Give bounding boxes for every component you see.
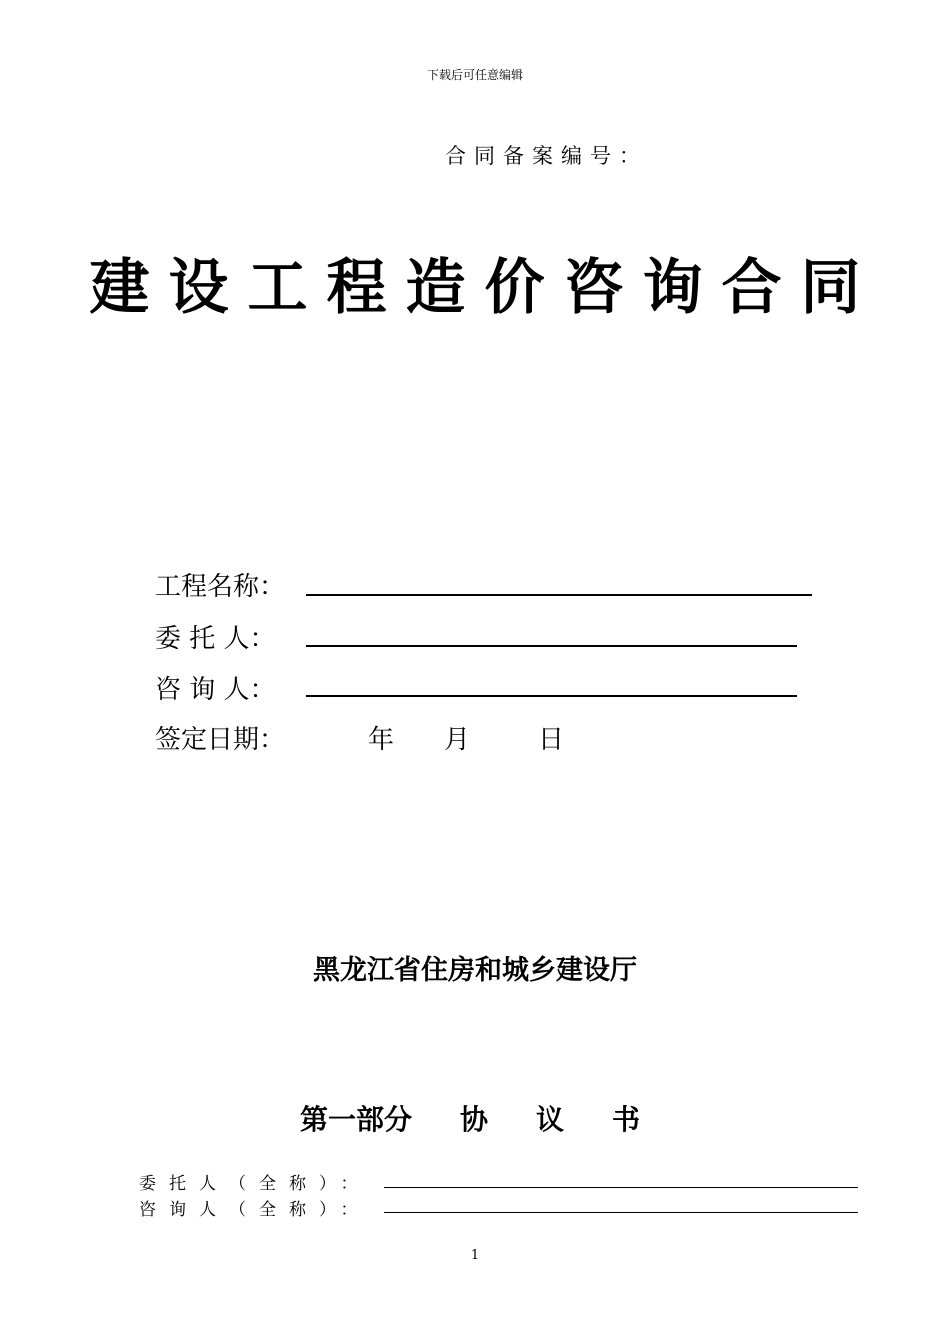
header-note: 下载后可任意编辑 xyxy=(426,68,523,82)
client-line[interactable] xyxy=(306,645,797,647)
client-full-name-line[interactable] xyxy=(384,1187,858,1188)
month-label: 月 xyxy=(444,725,471,755)
page-number: 1 xyxy=(470,1248,480,1263)
record-number-label: 合同备案编号： xyxy=(445,144,648,168)
consultant-label: 咨 询 人： xyxy=(155,675,276,705)
client-full-name-label: 委托人（全称）： xyxy=(139,1174,371,1194)
part-title-part: 第一部分 xyxy=(300,1103,413,1136)
sign-date-label: 签定日期： xyxy=(155,725,286,755)
client-label: 委 托 人： xyxy=(155,624,276,654)
project-name-label: 工程名称： xyxy=(155,572,286,602)
main-title: 建设工程造价咨询合同 xyxy=(89,253,880,323)
consultant-line[interactable] xyxy=(306,695,797,697)
organization-name: 黑龙江省住房和城乡建设厅 xyxy=(313,955,637,986)
part-title-char-1: 协 xyxy=(460,1103,489,1136)
project-name-line[interactable] xyxy=(306,594,812,596)
day-label: 日 xyxy=(538,725,565,755)
part-title xyxy=(300,1098,640,1138)
part-title-char-2: 议 xyxy=(536,1103,565,1136)
part-title-char-3: 书 xyxy=(612,1103,641,1136)
consultant-full-name-line[interactable] xyxy=(384,1212,858,1213)
consultant-full-name-label: 咨询人（全称）： xyxy=(139,1200,371,1220)
year-label: 年 xyxy=(368,725,395,755)
